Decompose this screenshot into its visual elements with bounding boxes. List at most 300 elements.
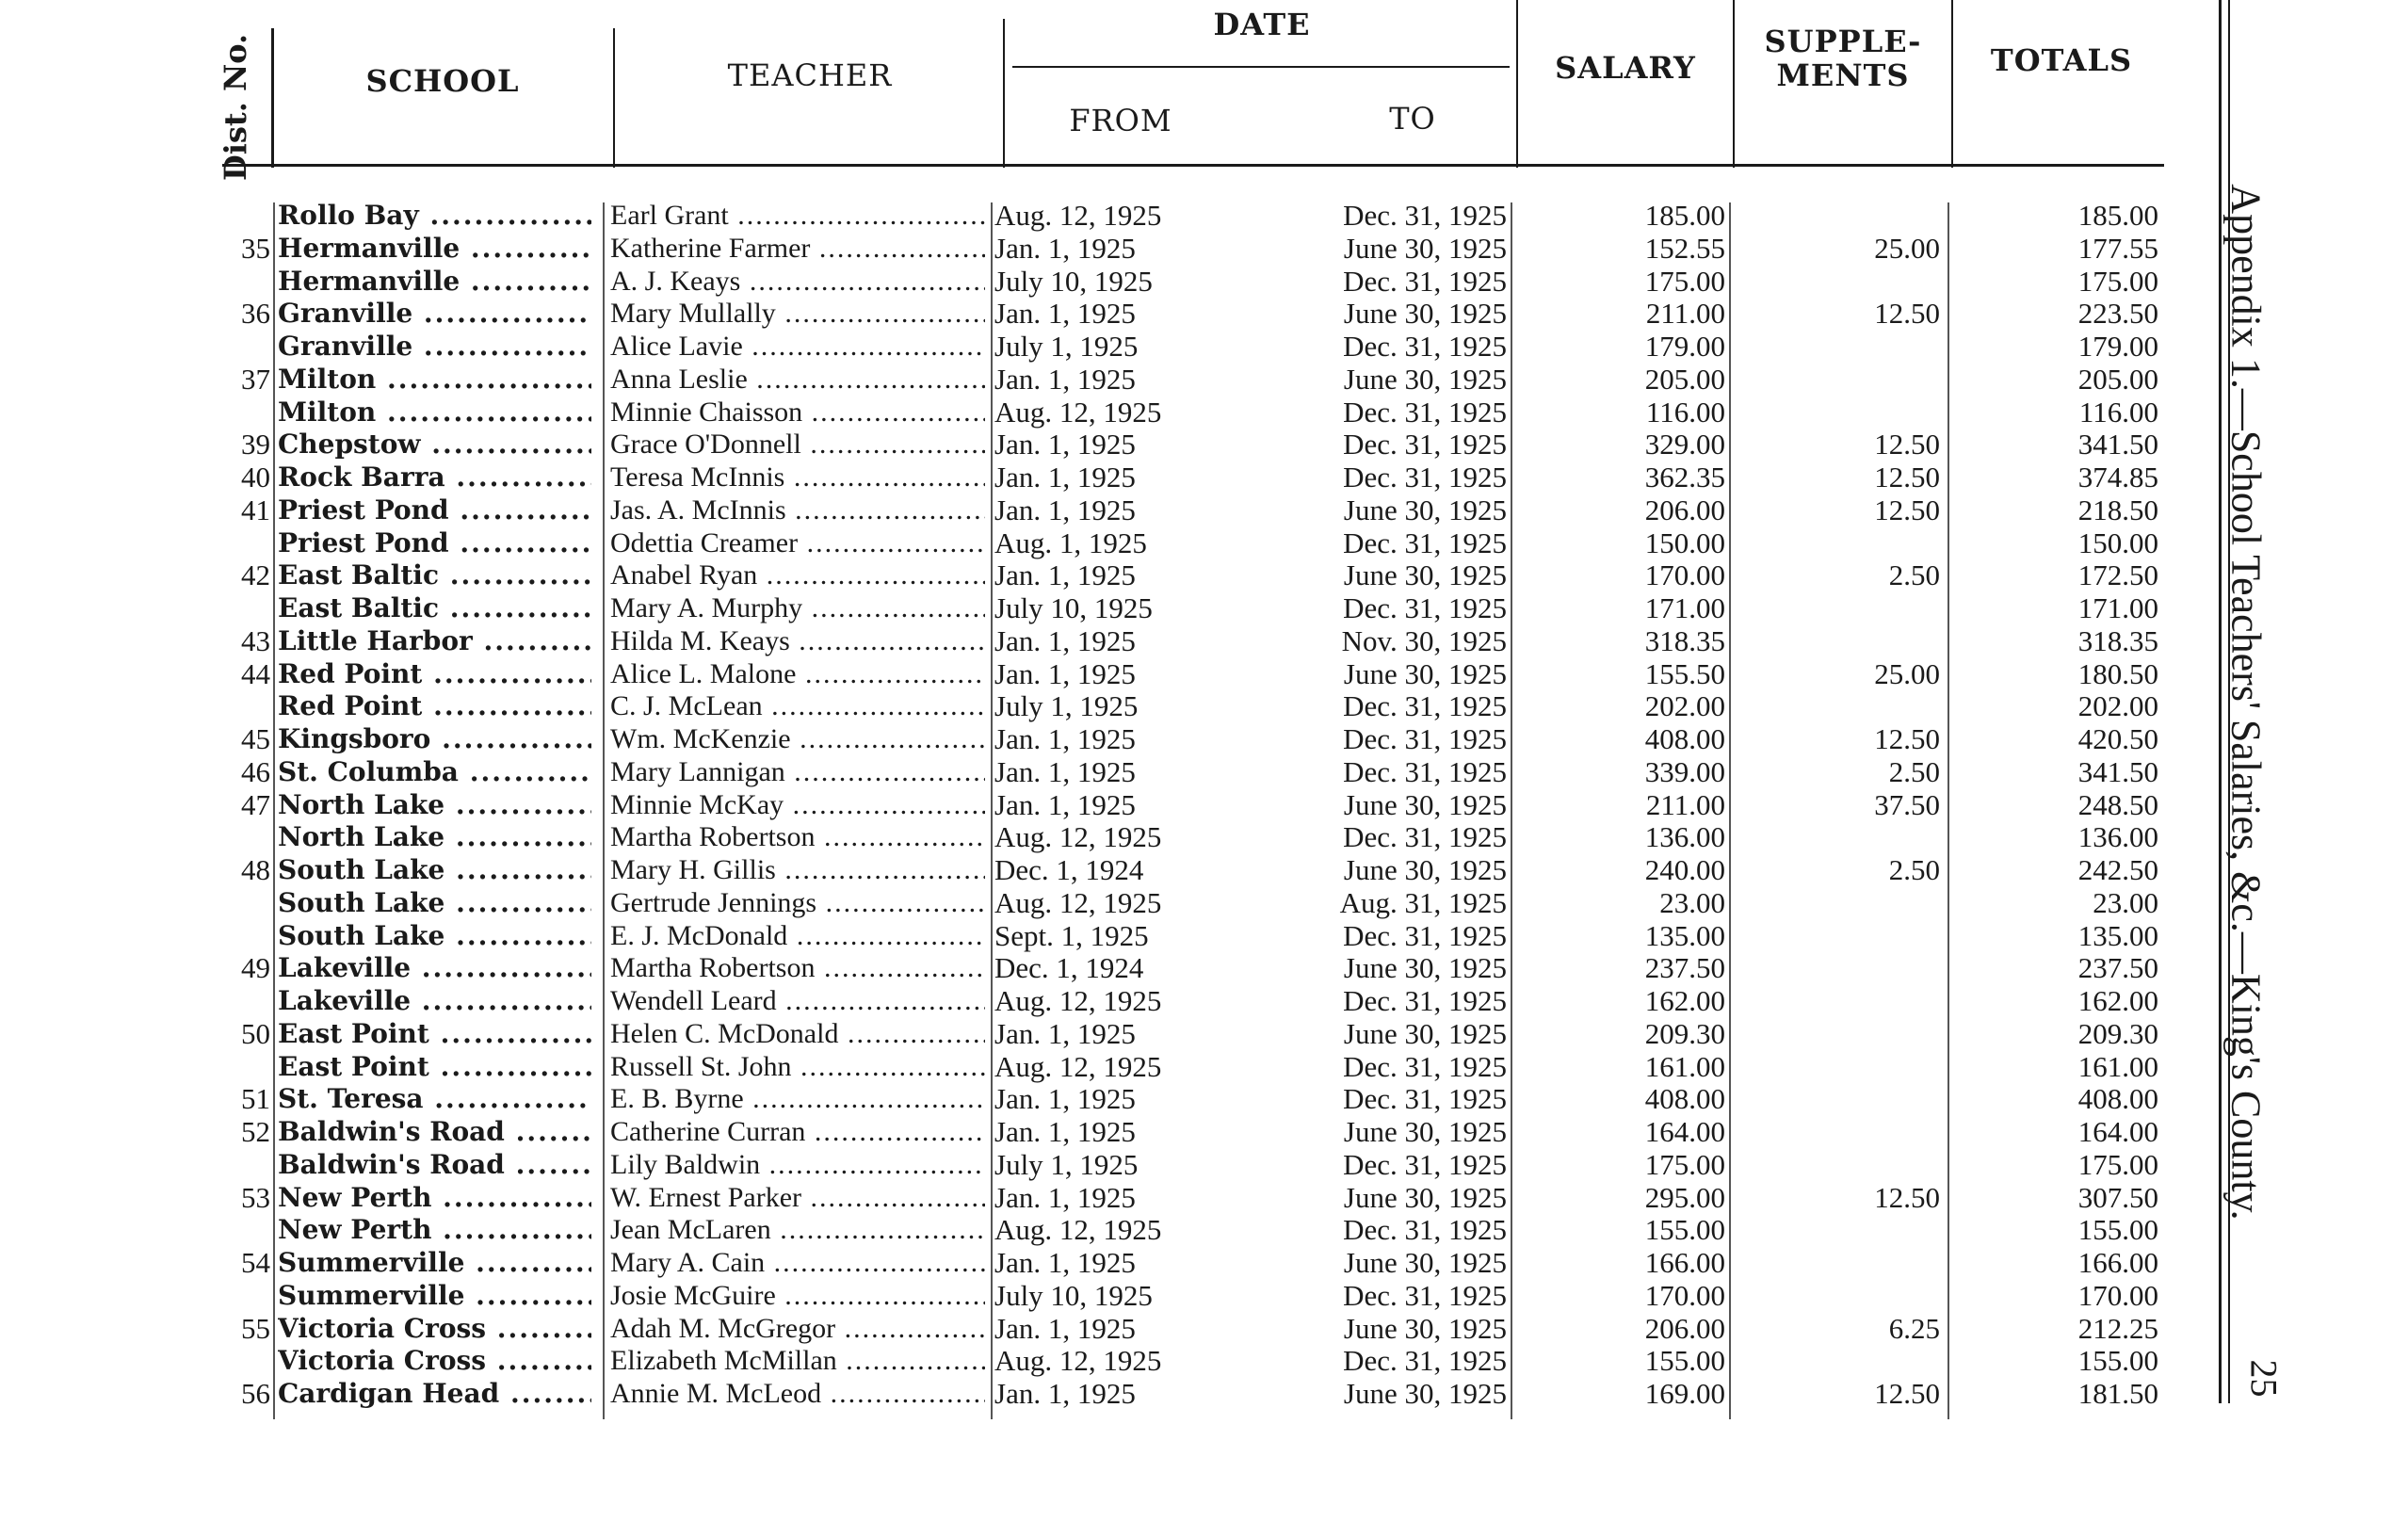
cell-to: Dec. 31, 1925 [1343,1050,1507,1083]
cell-dist: 36 [241,298,270,331]
cell-salary: 155.00 [1644,1345,1725,1378]
cell-total: 408.00 [2077,1083,2158,1116]
cell-to: Dec. 31, 1925 [1343,1279,1507,1312]
table-row [0,985,2408,1018]
cell-total: 420.50 [2077,723,2158,755]
cell-to: Dec. 31, 1925 [1343,755,1507,788]
cell-to: Dec. 31, 1925 [1343,331,1507,363]
table-row [0,1214,2408,1247]
cell-school: South Lake ..... [278,887,591,920]
cell-from: Jan. 1, 1925 [994,363,1136,396]
table-row [0,461,2408,494]
table-row [0,658,2408,691]
cell-total: 179.00 [2077,331,2158,363]
cell-school: St. Teresa ..... [278,1083,591,1116]
cell-to: Nov. 30, 1925 [1341,624,1507,657]
cell-from: Jan. 1, 1925 [994,1247,1136,1279]
table-row [0,1083,2408,1116]
table-row [0,592,2408,625]
cell-to: Dec. 31, 1925 [1343,1148,1507,1181]
cell-from: Jan. 1, 1925 [994,1083,1136,1116]
table-row [0,690,2408,723]
cell-salary: 164.00 [1644,1116,1725,1148]
cell-from: Jan. 1, 1925 [994,298,1136,331]
table-row [0,266,2408,299]
cell-school: Kingsboro ..... [278,723,591,756]
cell-teacher: Annie M. McLeod ..... [610,1378,985,1411]
cell-from: Dec. 1, 1924 [994,952,1144,985]
cell-salary: 116.00 [1645,396,1725,429]
cell-school: Granville ..... [278,331,591,364]
cell-supp: 25.00 [1874,232,1940,265]
cell-teacher: E. B. Byrne ..... [610,1083,985,1116]
table-row [0,1116,2408,1149]
cell-from: July 1, 1925 [994,1148,1139,1181]
header-to: TO [1389,101,1436,137]
cell-salary: 206.00 [1644,494,1725,526]
cell-salary: 339.00 [1644,755,1725,788]
cell-school: Red Point ..... [278,658,591,691]
cell-to: Dec. 31, 1925 [1343,429,1507,461]
cell-total: 175.00 [2077,1148,2158,1181]
cell-total: 161.00 [2077,1050,2158,1083]
cell-total: 223.50 [2077,298,2158,331]
cell-school: New Perth ..... [278,1182,591,1215]
cell-salary: 318.35 [1644,624,1725,657]
cell-from: July 1, 1925 [994,690,1139,723]
table-row [0,625,2408,658]
cell-school: Baldwin's Road ..... [278,1116,591,1149]
cell-from: Jan. 1, 1925 [994,232,1136,265]
header-dist-no: Dist. No. [218,33,253,181]
cell-teacher: Helen C. McDonald ..... [610,1018,985,1051]
cell-salary: 362.35 [1644,461,1725,494]
cell-dist: 42 [241,559,270,592]
cell-school: Hermanville ..... [278,233,591,266]
cell-from: Jan. 1, 1925 [994,494,1136,526]
cell-total: 185.00 [2077,200,2158,232]
cell-school: East Baltic ..... [278,592,591,625]
cell-salary: 202.00 [1644,690,1725,723]
cell-from: Jan. 1, 1925 [994,1378,1136,1410]
cell-to: June 30, 1925 [1343,1312,1507,1345]
cell-salary: 175.00 [1644,265,1725,298]
table-row [0,233,2408,266]
cell-supp: 25.00 [1874,657,1940,690]
cell-to: Dec. 31, 1925 [1343,919,1507,952]
cell-supp: 2.50 [1888,755,1940,788]
header-date: DATE [1213,7,1311,42]
cell-teacher: Anna Leslie ..... [610,364,985,396]
table-row [0,821,2408,854]
table-row [0,364,2408,396]
cell-from: Jan. 1, 1925 [994,1312,1136,1345]
cell-total: 318.35 [2077,624,2158,657]
table-row [0,559,2408,592]
page-number: 25 [2242,1359,2286,1398]
cell-school: Hermanville ..... [278,266,591,299]
cell-from: Aug. 12, 1925 [994,821,1162,854]
cell-teacher: Katherine Farmer ..... [610,233,985,266]
cell-teacher: Teresa McInnis ..... [610,461,985,494]
cell-supp: 12.50 [1874,1181,1940,1214]
cell-salary: 152.55 [1644,232,1725,265]
header-supplements-line1: SUPPLE- [1764,24,1922,59]
cell-from: Jan. 1, 1925 [994,1181,1136,1214]
cell-to: Dec. 31, 1925 [1343,985,1507,1017]
table-row [0,331,2408,364]
cell-dist: 52 [241,1116,270,1148]
cell-dist: 41 [241,494,270,526]
cell-total: 164.00 [2077,1116,2158,1148]
cell-dist: 37 [241,363,270,396]
cell-salary: 237.50 [1644,952,1725,985]
cell-total: 116.00 [2078,396,2158,429]
cell-school: Rollo Bay ..... [278,200,591,233]
table-row [0,527,2408,560]
table-row [0,1345,2408,1378]
table-row [0,723,2408,756]
header-from: FROM [1069,103,1172,138]
cell-teacher: Grace O'Donnell ..... [610,429,985,461]
cell-total: 135.00 [2077,919,2158,952]
cell-salary: 155.00 [1644,1214,1725,1247]
cell-total: 155.00 [2077,1214,2158,1247]
cell-from: Jan. 1, 1925 [994,723,1136,755]
cell-total: 341.50 [2077,429,2158,461]
cell-supp: 12.50 [1874,461,1940,494]
cell-from: Aug. 12, 1925 [994,396,1162,429]
cell-to: June 30, 1925 [1343,494,1507,526]
cell-salary: 170.00 [1644,1279,1725,1312]
cell-total: 171.00 [2077,592,2158,624]
side-title: Appendix 1.—School Teachers' Salaries, &c.—King's County. [2222,184,2270,1221]
cell-dist: 35 [241,232,270,265]
cell-total: 175.00 [2077,265,2158,298]
cell-school: East Point ..... [278,1051,591,1084]
cell-to: June 30, 1925 [1343,298,1507,331]
cell-school: Chepstow ..... [278,429,591,461]
cell-school: Victoria Cross ..... [278,1313,591,1346]
header-supplements-line2: MENTS [1776,57,1910,93]
cell-total: 180.50 [2077,657,2158,690]
cell-to: June 30, 1925 [1343,1181,1507,1214]
cell-total: 248.50 [2077,788,2158,821]
cell-from: July 10, 1925 [994,1279,1153,1312]
cell-to: June 30, 1925 [1343,1378,1507,1410]
cell-school: North Lake ..... [278,789,591,822]
cell-teacher: Hilda M. Keays ..... [610,625,985,658]
cell-teacher: Mary H. Gillis ..... [610,854,985,887]
cell-teacher: Wendell Leard ..... [610,985,985,1018]
table-row [0,429,2408,461]
cell-school: Red Point ..... [278,690,591,723]
cell-school: New Perth ..... [278,1214,591,1247]
cell-salary: 162.00 [1644,985,1725,1017]
cell-dist: 46 [241,755,270,788]
table-row [0,1247,2408,1280]
cell-to: Aug. 31, 1925 [1339,886,1507,919]
cell-school: Milton ..... [278,396,591,429]
table-row [0,1378,2408,1411]
cell-total: 170.00 [2077,1279,2158,1312]
cell-total: 374.85 [2077,461,2158,494]
cell-teacher: Mary Mullally ..... [610,298,985,331]
cell-teacher: Odettia Creamer ..... [610,527,985,560]
cell-school: Victoria Cross ..... [278,1345,591,1378]
cell-from: Aug. 12, 1925 [994,985,1162,1017]
cell-school: Priest Pond ..... [278,527,591,560]
cell-from: July 1, 1925 [994,331,1139,363]
cell-dist: 40 [241,461,270,494]
cell-teacher: Catherine Curran ..... [610,1116,985,1149]
cell-teacher: Jean McLaren ..... [610,1214,985,1247]
cell-total: 218.50 [2077,494,2158,526]
cell-salary: 240.00 [1644,854,1725,886]
cell-salary: 209.30 [1644,1017,1725,1050]
cell-dist: 56 [241,1378,270,1410]
table-row [0,1018,2408,1051]
cell-from: Jan. 1, 1925 [994,559,1136,592]
cell-from: Jan. 1, 1925 [994,1017,1136,1050]
cell-teacher: Minnie Chaisson ..... [610,396,985,429]
cell-total: 162.00 [2077,985,2158,1017]
cell-teacher: E. J. McDonald ..... [610,920,985,953]
cell-from: Jan. 1, 1925 [994,657,1136,690]
cell-total: 205.00 [2077,363,2158,396]
cell-to: June 30, 1925 [1343,1017,1507,1050]
cell-teacher: Earl Grant ..... [610,200,985,233]
cell-from: Aug. 1, 1925 [994,526,1147,559]
cell-school: Lakeville ..... [278,952,591,985]
cell-dist: 45 [241,723,270,755]
cell-school: Granville ..... [278,298,591,331]
cell-total: 181.50 [2077,1378,2158,1410]
cell-to: Dec. 31, 1925 [1343,821,1507,854]
cell-salary: 211.00 [1645,788,1725,821]
table-row [0,756,2408,789]
cell-school: Summerville ..... [278,1280,591,1313]
cell-total: 307.50 [2077,1181,2158,1214]
table-row [0,396,2408,429]
cell-teacher: Lily Baldwin ..... [610,1149,985,1182]
cell-total: 212.25 [2077,1312,2158,1345]
table-row [0,1280,2408,1313]
cell-total: 177.55 [2077,232,2158,265]
cell-total: 166.00 [2077,1247,2158,1279]
cell-salary: 175.00 [1644,1148,1725,1181]
cell-school: Milton ..... [278,364,591,396]
cell-total: 341.50 [2077,755,2158,788]
cell-supp: 12.50 [1874,494,1940,526]
cell-teacher: Gertrude Jennings ..... [610,887,985,920]
cell-from: Jan. 1, 1925 [994,461,1136,494]
cell-from: Jan. 1, 1925 [994,755,1136,788]
header-teacher: TEACHER [727,57,893,93]
cell-total: 155.00 [2077,1345,2158,1378]
table-row [0,298,2408,331]
cell-salary: 169.00 [1644,1378,1725,1410]
cell-to: June 30, 1925 [1343,788,1507,821]
table-row [0,1149,2408,1182]
cell-teacher: Minnie McKay ..... [610,789,985,822]
cell-total: 172.50 [2077,559,2158,592]
cell-school: East Baltic ..... [278,559,591,592]
cell-supp: 12.50 [1874,723,1940,755]
cell-supp: 2.50 [1888,854,1940,886]
cell-teacher: Alice L. Malone ..... [610,658,985,691]
cell-teacher: Alice Lavie ..... [610,331,985,364]
cell-dist: 54 [241,1247,270,1279]
cell-supp: 12.50 [1874,298,1940,331]
cell-teacher: W. Ernest Parker ..... [610,1182,985,1215]
cell-dist: 47 [241,788,270,821]
cell-salary: 170.00 [1644,559,1725,592]
cell-teacher: Anabel Ryan ..... [610,559,985,592]
header-salary: SALARY [1555,50,1696,86]
table-row [0,920,2408,953]
header-totals: TOTALS [1990,42,2133,78]
cell-supp: 2.50 [1888,559,1940,592]
cell-to: June 30, 1925 [1343,1116,1507,1148]
cell-to: June 30, 1925 [1343,952,1507,985]
cell-school: East Point ..... [278,1018,591,1051]
cell-salary: 136.00 [1644,821,1725,854]
cell-to: June 30, 1925 [1343,363,1507,396]
cell-total: 136.00 [2077,821,2158,854]
cell-school: Priest Pond ..... [278,494,591,527]
cell-school: South Lake ..... [278,854,591,887]
cell-school: Summerville ..... [278,1247,591,1280]
table-row [0,952,2408,985]
cell-salary: 166.00 [1644,1247,1725,1279]
cell-to: Dec. 31, 1925 [1343,200,1507,232]
cell-supp: 6.25 [1888,1312,1940,1345]
cell-dist: 51 [241,1083,270,1116]
cell-from: Sept. 1, 1925 [994,919,1149,952]
cell-dist: 55 [241,1312,270,1345]
cell-teacher: A. J. Keays ..... [610,266,985,299]
cell-school: Lakeville ..... [278,985,591,1018]
cell-to: Dec. 31, 1925 [1343,690,1507,723]
table-row [0,1313,2408,1346]
cell-from: Aug. 12, 1925 [994,200,1162,232]
table-row [0,200,2408,233]
cell-teacher: Elizabeth McMillan ..... [610,1345,985,1378]
cell-salary: 329.00 [1644,429,1725,461]
table-row [0,494,2408,527]
cell-salary: 161.00 [1644,1050,1725,1083]
cell-to: June 30, 1925 [1343,232,1507,265]
cell-teacher: Josie McGuire ..... [610,1280,985,1313]
cell-from: Aug. 12, 1925 [994,1050,1162,1083]
table-row [0,854,2408,887]
cell-dist: 53 [241,1181,270,1214]
cell-salary: 211.00 [1645,298,1725,331]
cell-salary: 23.00 [1659,886,1725,919]
cell-teacher: Adah M. McGregor ..... [610,1313,985,1346]
cell-teacher: Wm. McKenzie ..... [610,723,985,756]
cell-teacher: Mary A. Murphy ..... [610,592,985,625]
cell-to: Dec. 31, 1925 [1343,1214,1507,1247]
cell-school: St. Columba ..... [278,756,591,789]
cell-from: Jan. 1, 1925 [994,788,1136,821]
cell-salary: 408.00 [1644,723,1725,755]
cell-salary: 205.00 [1644,363,1725,396]
cell-salary: 171.00 [1644,592,1725,624]
cell-salary: 150.00 [1644,526,1725,559]
cell-school: North Lake ..... [278,821,591,854]
cell-teacher: C. J. McLean ..... [610,690,985,723]
cell-school: South Lake ..... [278,920,591,953]
cell-from: Aug. 12, 1925 [994,886,1162,919]
cell-total: 237.50 [2077,952,2158,985]
cell-dist: 43 [241,624,270,657]
cell-dist: 39 [241,429,270,461]
cell-from: Dec. 1, 1924 [994,854,1144,886]
cell-from: July 10, 1925 [994,592,1153,624]
cell-to: June 30, 1925 [1343,854,1507,886]
cell-teacher: Jas. A. McInnis ..... [610,494,985,527]
cell-total: 209.30 [2077,1017,2158,1050]
cell-total: 23.00 [2093,886,2158,919]
cell-teacher: Martha Robertson ..... [610,952,985,985]
cell-salary: 206.00 [1644,1312,1725,1345]
cell-from: Jan. 1, 1925 [994,1116,1136,1148]
cell-teacher: Mary A. Cain ..... [610,1247,985,1280]
cell-dist: 49 [241,952,270,985]
cell-to: Dec. 31, 1925 [1343,1345,1507,1378]
cell-supp: 12.50 [1874,1378,1940,1410]
cell-school: Rock Barra ..... [278,461,591,494]
cell-salary: 408.00 [1644,1083,1725,1116]
cell-to: Dec. 31, 1925 [1343,592,1507,624]
cell-dist: 48 [241,854,270,886]
table-row [0,1182,2408,1215]
cell-to: June 30, 1925 [1343,1247,1507,1279]
cell-school: Little Harbor ..... [278,625,591,658]
cell-from: Jan. 1, 1925 [994,624,1136,657]
cell-to: Dec. 31, 1925 [1343,1083,1507,1116]
cell-from: Aug. 12, 1925 [994,1214,1162,1247]
cell-total: 242.50 [2077,854,2158,886]
cell-salary: 179.00 [1644,331,1725,363]
header-school: SCHOOL [365,63,520,99]
cell-salary: 135.00 [1644,919,1725,952]
cell-total: 150.00 [2077,526,2158,559]
table-row [0,1051,2408,1084]
cell-salary: 295.00 [1644,1181,1725,1214]
cell-to: June 30, 1925 [1343,657,1507,690]
cell-salary: 155.50 [1644,657,1725,690]
cell-teacher: Mary Lannigan ..... [610,756,985,789]
cell-to: Dec. 31, 1925 [1343,265,1507,298]
cell-teacher: Martha Robertson ..... [610,821,985,854]
table-row [0,887,2408,920]
cell-from: Aug. 12, 1925 [994,1345,1162,1378]
cell-teacher: Russell St. John ..... [610,1051,985,1084]
cell-school: Baldwin's Road ..... [278,1149,591,1182]
cell-dist: 50 [241,1017,270,1050]
cell-from: July 10, 1925 [994,265,1153,298]
cell-salary: 185.00 [1644,200,1725,232]
cell-to: Dec. 31, 1925 [1343,396,1507,429]
cell-to: Dec. 31, 1925 [1343,461,1507,494]
cell-supp: 37.50 [1874,788,1940,821]
cell-to: Dec. 31, 1925 [1343,526,1507,559]
cell-school: Cardigan Head ..... [278,1378,591,1411]
cell-supp: 12.50 [1874,429,1940,461]
